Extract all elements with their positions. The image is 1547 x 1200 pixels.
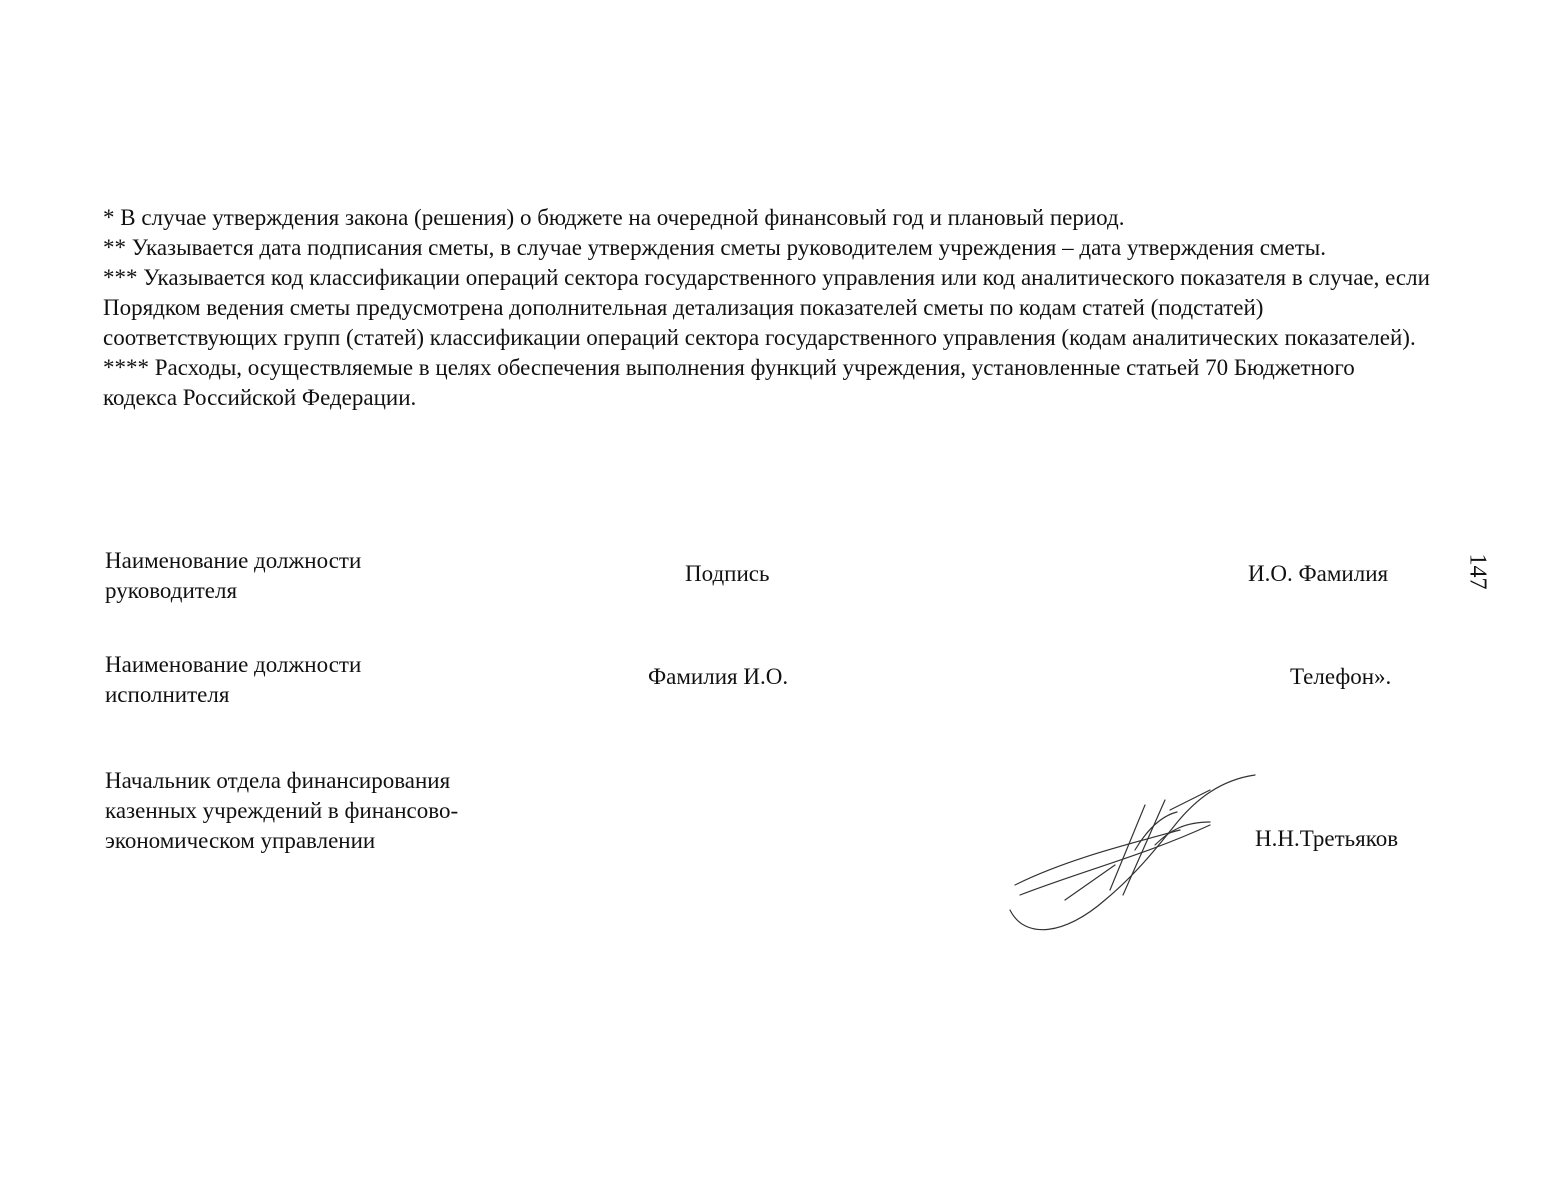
footnote-4: **** Расходы, осуществляемые в целях обеспечения выполнения функций учреждения, установленные статьей 70 Бюджетного кодекса Российской Федерации. [103, 355, 1355, 410]
chief-position-title [105, 766, 525, 856]
head-title-line-1: Наименование должности [105, 548, 362, 573]
head-signature-placeholder: Подпись [685, 561, 770, 586]
executor-name-placeholder: Фамилия И.О. [648, 664, 789, 689]
page-number: 147 [1464, 553, 1491, 590]
executor-title-line-2: исполнителя [105, 682, 230, 707]
chief-title-line-3: экономическом управлении [105, 828, 376, 853]
footnotes [103, 203, 1433, 413]
footnote-2: ** Указывается дата подписания сметы, в случае утверждения сметы руководителем учреждения – дата утверждения сметы. [103, 235, 1326, 260]
footnote-3: *** Указывается код классификации операций сектора государственного управления или код аналитического показателя в случае, если Порядком ведения сметы предусмотрена дополнительная детализация показателей сметы по кодам статей (подстатей) соответствующих групп (статей) классификации операций сектора государственного управления (кодам аналитических показателей). [103, 265, 1430, 350]
head-title-line-2: руководителя [105, 578, 238, 603]
executor-title-line-1: Наименование должности [105, 652, 362, 677]
handwritten-signature [1005, 770, 1270, 940]
chief-title-line-1: Начальник отдела финансирования [105, 768, 451, 793]
head-name-placeholder: И.О. Фамилия [1248, 561, 1389, 586]
executor-phone-placeholder: Телефон». [1290, 664, 1392, 689]
footnote-1: * В случае утверждения закона (решения) о бюджете на очередной финансовый год и плановый период. [103, 205, 1125, 230]
chief-name: Н.Н.Третьяков [1255, 826, 1399, 851]
head-position-title [105, 546, 525, 606]
chief-title-line-2: казенных учреждений в финансово- [105, 798, 459, 823]
executor-position-title [105, 650, 525, 710]
